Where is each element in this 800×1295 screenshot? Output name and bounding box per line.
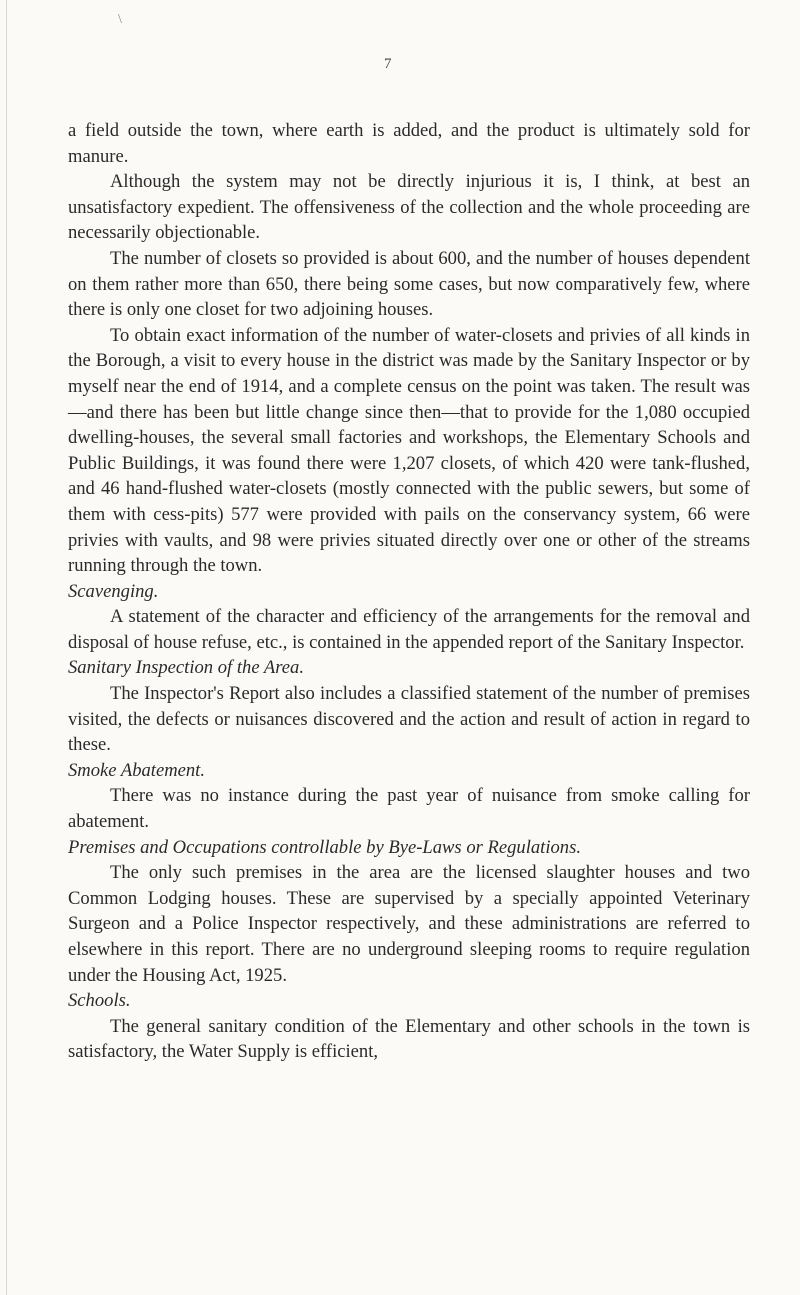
- document-body: [68, 118, 750, 1065]
- heading-schools: Schools.: [68, 990, 131, 1012]
- page-edge-line: [6, 0, 7, 1295]
- paragraph-premises: The only such premises in the area are the licensed slaughter houses and two Common Lodging houses. These are supervised by a specially appointed Veterinary Surgeon and a Police Inspector respectively, and these administrations are referred to elsewhere in this report. There are no underground sleeping rooms to require regulation under the Housing Act, 1925.: [68, 862, 750, 986]
- paragraph-scavenging: A statement of the character and efficiency of the arrangements for the removal and disposal of house refuse, etc., is contained in the appended report of the Sanitary Inspector.: [68, 606, 750, 653]
- paragraph-schools: The general sanitary condition of the Elementary and other schools in the town is satisfactory, the Water Supply is efficient,: [68, 1015, 750, 1063]
- paragraph-smoke-abatement: There was no instance during the past year of nuisance from smoke calling for abatement.: [68, 785, 750, 833]
- corner-mark: \: [118, 12, 122, 27]
- paragraph-continuation: a field outside the town, where earth is added, and the product is ultimately sold for manure.: [68, 120, 750, 167]
- paragraph-system-assessment: Although the system may not be directly injurious it is, I think, at best an unsatisfactory expedient. The offensiveness of the collection and the whole proceeding are necessarily objectionable.: [68, 171, 750, 244]
- heading-sanitary-inspection: Sanitary Inspection of the Area.: [68, 657, 304, 679]
- page-number: 7: [384, 56, 392, 72]
- paragraph-census: To obtain exact information of the number of water-closets and privies of all kinds in the Borough, a visit to every house in the district was made by the Sanitary Inspector or by myself near the end of 1914, and a complete census on the point was taken. The result was—and there has been but little change since then—that to provide for the 1,080 occupied dwelling-houses, the several small factories and workshops, the Elementary Schools and Public Buildings, it was found there were 1,207 closets, of which 420 were tank-flushed, and 46 hand-flushed water-closets (mostly connected with the public sewers, but some of them with cess-pits) 577 were provided with pails on the conservancy system, 66 were privies with vaults, and 98 were privies situated directly over one or other of the streams running through the town.: [68, 324, 750, 577]
- heading-premises: Premises and Occupations controllable by Bye-Laws or Regulations.: [68, 836, 581, 858]
- heading-scavenging: Scavenging.: [68, 580, 159, 602]
- paragraph-closet-count: The number of closets so provided is about 600, and the number of houses dependent on them rather more than 650, there being some cases, but now comparatively few, where there is only one closet for two adjoining houses.: [68, 247, 750, 321]
- heading-smoke-abatement: Smoke Abatement.: [68, 759, 206, 781]
- paragraph-sanitary-inspection: The Inspector's Report also includes a classified statement of the number of premises visited, the defects or nuisances discovered and the action and result of action in regard to these.: [68, 683, 750, 756]
